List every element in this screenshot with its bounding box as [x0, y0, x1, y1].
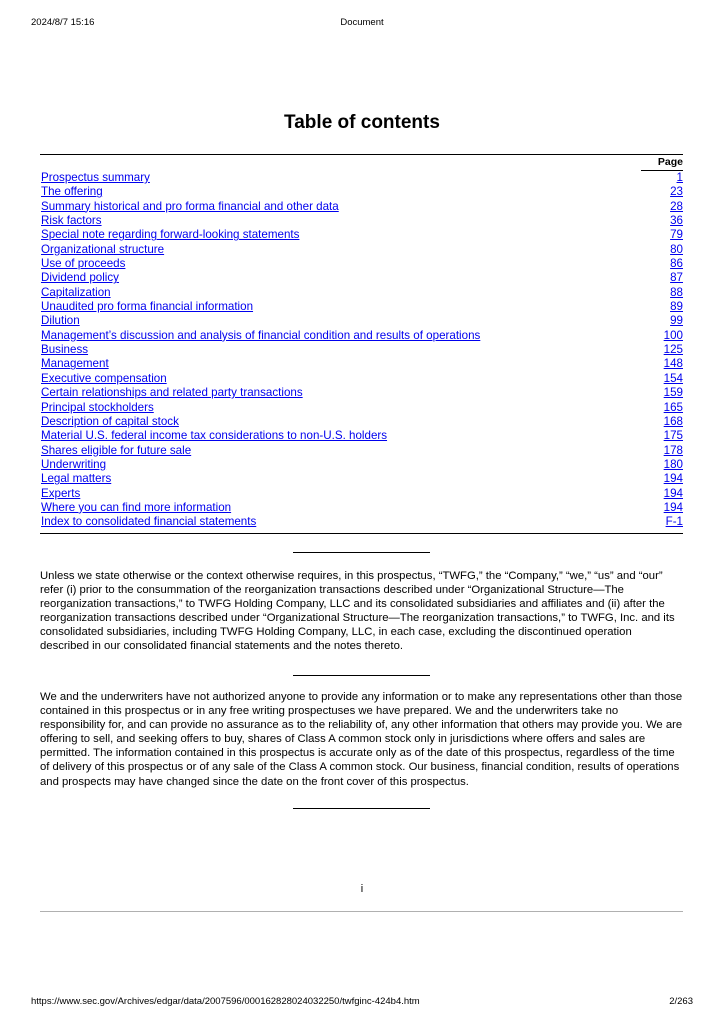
toc-row — [41, 200, 683, 214]
document-page-number: i — [360, 883, 364, 895]
toc-entry-link[interactable]: Where you can find more information — [41, 500, 232, 514]
toc-row — [41, 515, 683, 529]
toc-entry-link[interactable]: Shares eligible for future sale — [41, 443, 192, 457]
toc-page-link[interactable]: 87 — [670, 271, 683, 285]
toc-row — [41, 415, 683, 429]
toc-page-link[interactable]: F-1 — [665, 515, 683, 529]
toc-bottom-divider — [40, 533, 683, 534]
section-divider — [293, 675, 430, 676]
toc-row — [41, 444, 683, 458]
toc-entry-link[interactable]: Unaudited pro forma financial information — [41, 300, 254, 314]
page-title: Table of contents — [284, 112, 440, 133]
toc-page-link[interactable]: 168 — [663, 414, 683, 428]
toc-row — [41, 343, 683, 357]
toc-entry-link[interactable]: Special note regarding forward-looking statements — [41, 228, 300, 242]
toc-page-column-header: Page — [641, 156, 683, 171]
toc-page-link[interactable]: 178 — [663, 443, 683, 457]
toc-page-link[interactable]: 194 — [663, 500, 683, 514]
toc-entry-link[interactable]: Risk factors — [41, 214, 102, 228]
toc-entry-link[interactable]: Executive compensation — [41, 371, 167, 385]
toc-row — [41, 429, 683, 443]
toc-page-link[interactable]: 125 — [663, 343, 683, 357]
toc-entry-link[interactable]: Index to consolidated financial statements — [41, 515, 257, 529]
print-header — [0, 17, 724, 31]
toc-entry-link[interactable]: Dilution — [41, 314, 80, 328]
toc-row — [41, 243, 683, 257]
toc-row — [41, 501, 683, 515]
toc-page-link[interactable]: 36 — [670, 214, 683, 228]
toc-list — [41, 171, 683, 530]
disclaimer-paragraph: We and the underwriters have not authorized anyone to provide any information or to make any representations other than those contained in this prospectus or in any free writing prospectuses we have prepared. We and the underwriters take no responsibility for, and can provide no assurance as to the reliability of, any other information that others may provide you. We are offering to sell, and seeking offers to buy, shares of Class A common stock only in jurisdictions where offers and sales are permitted. The information contained in this prospectus is accurate only as of the date of this prospectus, regardless of the time of delivery of this prospectus or of any sale of the Class A common stock. Our business, financial condition, results of operations and prospects may have changed since the date on the front cover of this prospectus. — [40, 691, 683, 788]
toc-entry-link[interactable]: Management’s discussion and analysis of financial condition and results of operations — [41, 328, 481, 342]
toc-entry-link[interactable]: Legal matters — [41, 472, 112, 486]
toc-page-link[interactable]: 79 — [670, 228, 683, 242]
print-page-count: 2/263 — [669, 996, 693, 1007]
print-url: https://www.sec.gov/Archives/edgar/data/2007596/000162828024032250/twfginc-424b4.htm — [31, 996, 420, 1007]
toc-page-link[interactable]: 148 — [663, 357, 683, 371]
toc-page-link[interactable]: 154 — [663, 371, 683, 385]
toc-row — [41, 171, 683, 185]
toc-entry-link[interactable]: Dividend policy — [41, 271, 119, 285]
toc-entry-link[interactable]: Use of proceeds — [41, 257, 126, 271]
toc-row — [41, 487, 683, 501]
toc-page-link[interactable]: 180 — [663, 457, 683, 471]
toc-page-link[interactable]: 194 — [663, 486, 683, 500]
toc-entry-link[interactable]: Summary historical and pro forma financial and other data — [41, 199, 339, 213]
toc-page-link[interactable]: 1 — [676, 171, 683, 184]
toc-page-link[interactable]: 88 — [670, 285, 683, 299]
toc-row — [41, 372, 683, 386]
toc-entry-link[interactable]: Capitalization — [41, 285, 111, 299]
toc-page-link[interactable]: 165 — [663, 400, 683, 414]
toc-entry-link[interactable]: Management — [41, 357, 109, 371]
toc-row — [41, 271, 683, 285]
toc-page-link[interactable]: 23 — [670, 185, 683, 199]
toc-row — [41, 257, 683, 271]
print-document-title: Document — [340, 17, 384, 28]
toc-row — [41, 286, 683, 300]
toc-row — [41, 185, 683, 199]
toc-page-link[interactable]: 89 — [670, 300, 683, 314]
section-divider — [293, 808, 430, 809]
print-timestamp: 2024/8/7 15:16 — [31, 17, 95, 28]
print-footer — [0, 996, 724, 1010]
toc-page-link[interactable]: 175 — [663, 429, 683, 443]
toc-entry-link[interactable]: Underwriting — [41, 457, 107, 471]
toc-entry-link[interactable]: Description of capital stock — [41, 414, 179, 428]
toc-entry-link[interactable]: Organizational structure — [41, 242, 165, 256]
toc-row — [41, 300, 683, 314]
toc-entry-link[interactable]: Material U.S. federal income tax considerations to non-U.S. holders — [41, 429, 388, 443]
toc-page-link[interactable]: 28 — [670, 199, 683, 213]
toc-entry-link[interactable]: Experts — [41, 486, 81, 500]
toc-entry-link[interactable]: Certain relationships and related party transactions — [41, 386, 303, 400]
toc-row — [41, 458, 683, 472]
toc-entry-link[interactable]: The offering — [41, 185, 103, 199]
toc-top-divider — [40, 154, 683, 155]
toc-entry-link[interactable]: Business — [41, 343, 89, 357]
toc-page-link[interactable]: 80 — [670, 242, 683, 256]
page-footer-divider — [40, 911, 683, 912]
toc-row — [41, 314, 683, 328]
toc-entry-link[interactable]: Principal stockholders — [41, 400, 154, 414]
toc-page-link[interactable]: 99 — [670, 314, 683, 328]
section-divider — [293, 552, 430, 553]
toc-entry-link[interactable]: Prospectus summary — [41, 171, 150, 184]
toc-row — [41, 401, 683, 415]
toc-row — [41, 357, 683, 371]
toc-row — [41, 386, 683, 400]
toc-row — [41, 472, 683, 486]
toc-page-link[interactable]: 159 — [663, 386, 683, 400]
toc-page-link[interactable]: 100 — [663, 328, 683, 342]
toc-page-link[interactable]: 86 — [670, 257, 683, 271]
toc-page-link[interactable]: 194 — [663, 472, 683, 486]
toc-row — [41, 329, 683, 343]
toc-row — [41, 214, 683, 228]
toc-row — [41, 228, 683, 242]
definitions-paragraph: Unless we state otherwise or the context otherwise requires, in this prospectus, “TWFG,” the “Company,” “we,” “us” and “our” refer (i) prior to the consummation of the reorganization transactions described under “Organizational Structure—The reorganization transactions,” to TWFG Holding Company, LLC and its consolidated subsidiaries and affiliates and (ii) after the reorganization transactions described under “Organizational Structure—The reorganization transactions,” to TWFG, Inc. and its consolidated subsidiaries, including TWFG Holding Company, LLC, in each case, excluding the discontinued operation described in our consolidated financial statements and the notes thereto. — [40, 570, 675, 653]
